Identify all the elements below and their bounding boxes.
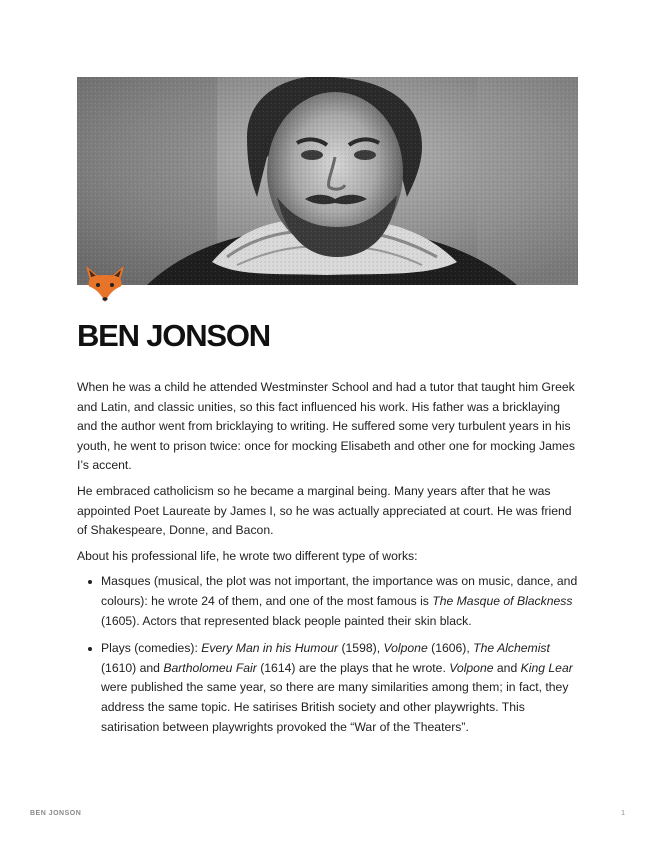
list-text: (1610) and <box>101 660 164 675</box>
work-title: Volpone <box>383 641 428 656</box>
list-text: Masques (musical, the plot was not important, the importance was on music, dance, and colours): he wrote 24 of them, and one of the most famous is <box>101 574 578 608</box>
list-text: (1606), <box>427 641 474 656</box>
work-title: The Masque of Blackness <box>432 593 573 608</box>
work-title: Every Man in his Humour <box>201 641 339 656</box>
footer-title: BEN JONSON <box>30 810 82 817</box>
paragraph-catholicism: He embraced catholicism so he became a marginal being. Many years after that he was appointed Poet Laureate by James I, so he was actually appreciated at court. He was friend of Shakespeare, Donne, and Bacon. <box>77 483 572 538</box>
work-title: Volpone <box>449 660 494 675</box>
fox-logo <box>82 264 128 306</box>
page-number: 1 <box>621 810 625 817</box>
paragraph-childhood: When he was a child he attended Westminster School and had a tutor that taught him Greek and Latin, and classic unities, so this fact influenced his work. His father was a bricklaying and the author went from bricklaying to writing. He suffered some very turbulent years in his youth, he went to prison twice: once for mocking Elisabeth and other one for mocking James I’s accent. <box>77 380 575 473</box>
body-text <box>77 378 579 745</box>
list-text: were published the same year, so there are many similarities among them; in fact, they address the same topic. He satirises British society and other playwrights. This satirisation between playwrights provoked the “War of the Theaters”. <box>101 680 569 734</box>
work-title: Bartholomeu Fair <box>163 660 257 675</box>
work-title: The Alchemist <box>473 641 550 656</box>
list-text: (1614) are the plays that he wrote. <box>256 660 450 675</box>
paragraph-works-intro: About his professional life, he wrote two different type of works: <box>77 548 418 563</box>
works-list <box>77 572 579 737</box>
work-title: King Lear <box>520 660 573 675</box>
list-text: (1598), <box>338 641 384 656</box>
list-text: and <box>493 660 521 675</box>
portrait-image <box>77 77 578 285</box>
list-item-masques <box>101 572 579 631</box>
list-text: (1605). Actors that represented black people painted their skin black. <box>101 613 472 628</box>
list-item-plays <box>101 639 579 737</box>
page-title: BEN JONSON <box>77 318 270 353</box>
portrait-photo <box>77 77 578 285</box>
list-text: Plays (comedies): <box>101 641 202 656</box>
fox-icon <box>82 264 128 306</box>
